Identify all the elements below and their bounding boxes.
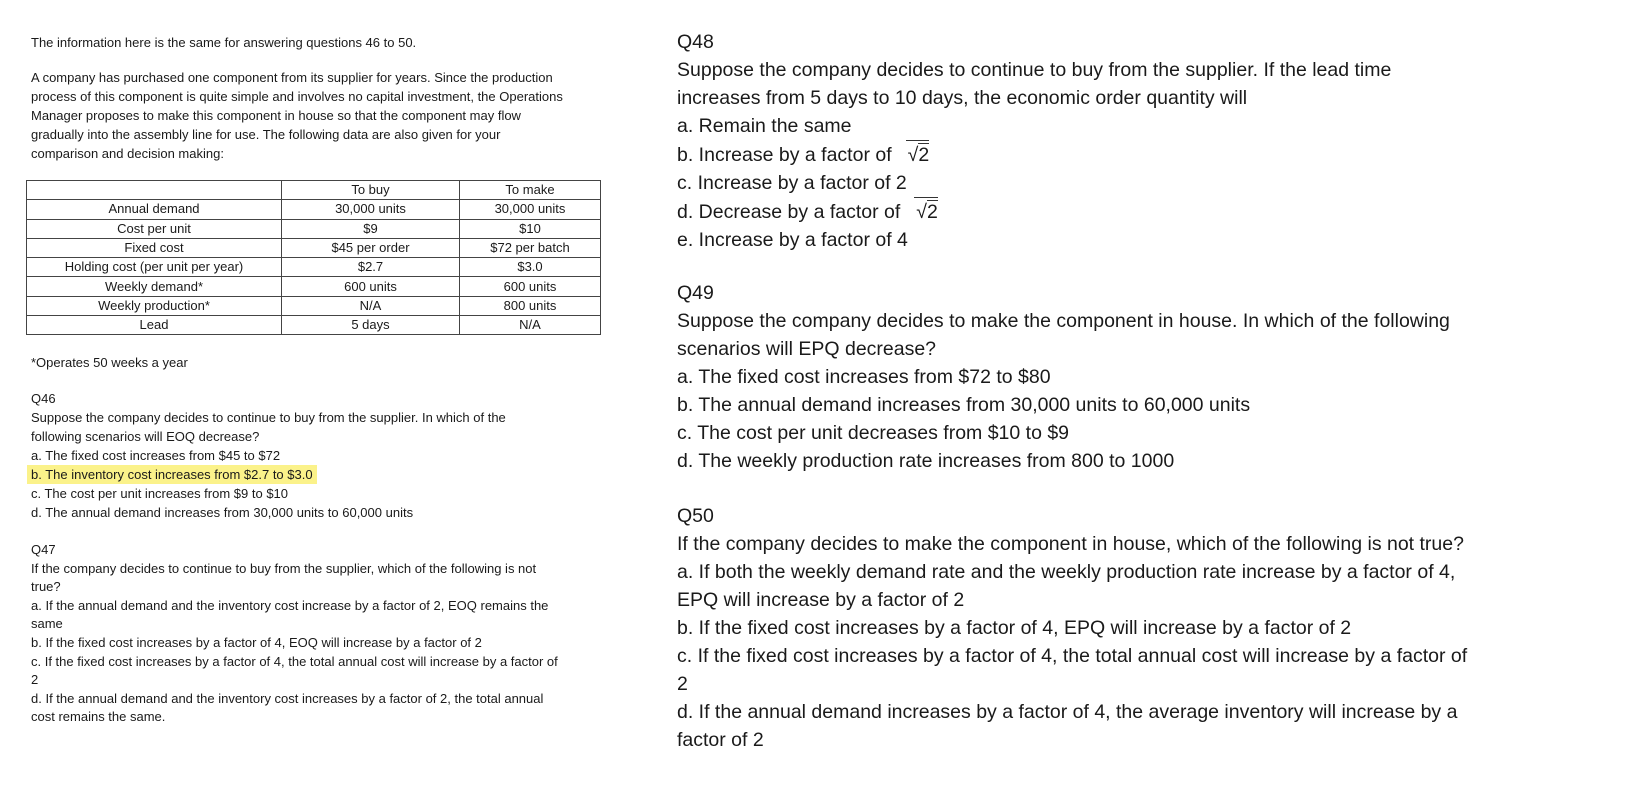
row-label: Fixed cost [27, 238, 282, 257]
paragraph-line: Manager proposes to make this component in house so that the component may flow [31, 108, 521, 123]
option-a: a. If the annual demand and the inventory cost increase by a factor of 2, EOQ remains the [31, 597, 549, 613]
make-cell: 600 units [460, 277, 601, 296]
buy-cell: 600 units [282, 277, 460, 296]
question-46 [31, 389, 611, 522]
header-cell: To make [460, 181, 601, 200]
problem-paragraph [31, 68, 611, 163]
radical: √ [907, 144, 919, 166]
row-label: Holding cost (per unit per year) [27, 258, 282, 277]
option-c: c. The cost per unit increases from $9 to $10 [31, 486, 289, 501]
option-d-cont: factor of 2 [677, 729, 764, 751]
question-line: If the company decides to continue to buy from the supplier, which of the following is not [31, 560, 537, 576]
question-line: Suppose the company decides to make the component in house. In which of the following [677, 310, 1450, 332]
buy-cell: 30,000 units [282, 200, 460, 219]
question-line: Suppose the company decides to continue to buy from the supplier. In which of the [31, 410, 506, 425]
paragraph-line: gradually into the assembly line for use. The following data are also given for your [31, 127, 501, 142]
question-line: scenarios will EPQ decrease? [677, 338, 937, 360]
option-b-highlighted: b. The inventory cost increases from $2.7 to $3.0 [27, 465, 317, 484]
table-row [27, 258, 601, 277]
table-header-row [27, 181, 601, 200]
header-cell: To buy [282, 181, 460, 200]
option-text: b. Increase by a factor of [677, 144, 892, 166]
question-47 [31, 541, 611, 727]
option-b [677, 140, 1627, 169]
question-line: true? [31, 579, 61, 595]
data-table [26, 180, 601, 335]
question-title: Q49 [677, 282, 714, 304]
question-49 [677, 279, 1627, 475]
question-50 [677, 502, 1627, 754]
option-d: d. The annual demand increases from 30,000 units to 60,000 units [31, 505, 414, 520]
paragraph-line: process of this component is quite simple and involves no capital investment, the Operations [31, 89, 563, 104]
question-title: Q50 [677, 505, 714, 527]
question-48 [677, 28, 1627, 254]
sqrt-symbol [906, 140, 930, 169]
option-b: b. If the fixed cost increases by a factor of 4, EOQ will increase by a factor of 2 [31, 634, 482, 650]
row-label: Annual demand [27, 200, 282, 219]
paragraph-line: A company has purchased one component from its supplier for years. Since the production [31, 70, 553, 85]
question-title: Q47 [31, 542, 56, 557]
make-cell: $3.0 [460, 258, 601, 277]
option-c: c. The cost per unit decreases from $10 to $9 [677, 422, 1070, 444]
option-c: c. Increase by a factor of 2 [677, 172, 907, 194]
buy-cell: $9 [282, 219, 460, 238]
paragraph-line: comparison and decision making: [31, 146, 224, 161]
option-a: a. The fixed cost increases from $72 to $80 [677, 366, 1051, 388]
table-row [27, 219, 601, 238]
question-title: Q48 [677, 31, 714, 53]
table-row [27, 238, 601, 257]
option-d-cont: cost remains the same. [31, 709, 166, 725]
row-label: Lead [27, 316, 282, 335]
buy-cell: N/A [282, 296, 460, 315]
sqrt-symbol [914, 197, 938, 226]
question-title: Q46 [31, 391, 56, 406]
option-a: a. Remain the same [677, 115, 852, 137]
option-b: b. If the fixed cost increases by a factor of 4, EPQ will increase by a factor of 2 [677, 617, 1352, 639]
radicand: 2 [918, 144, 930, 166]
radical: √ [916, 201, 927, 223]
option-d [677, 197, 1627, 226]
question-line: Suppose the company decides to continue to buy from the supplier. If the lead time [677, 59, 1392, 81]
make-cell: N/A [460, 316, 601, 335]
option-c: c. If the fixed cost increases by a factor of 4, the total annual cost will increase by a factor of [31, 653, 558, 669]
table-row [27, 316, 601, 335]
make-cell: $10 [460, 219, 601, 238]
buy-cell: 5 days [282, 316, 460, 335]
make-cell: $72 per batch [460, 238, 601, 257]
question-line: increases from 5 days to 10 days, the economic order quantity will [677, 87, 1248, 109]
table-row [27, 200, 601, 219]
option-c: c. If the fixed cost increases by a factor of 4, the total annual cost will increase by a factor of [677, 645, 1468, 667]
option-a: a. If both the weekly demand rate and the weekly production rate increase by a factor of 4, [677, 561, 1456, 583]
question-line: If the company decides to make the component in house, which of the following is not true? [677, 533, 1464, 555]
option-d: d. If the annual demand and the inventory cost increases by a factor of 2, the total annual [31, 690, 544, 706]
option-c-cont: 2 [677, 673, 688, 695]
option-a-cont: same [31, 616, 63, 632]
radicand: 2 [926, 201, 938, 223]
make-cell: 30,000 units [460, 200, 601, 219]
make-cell: 800 units [460, 296, 601, 315]
option-a-cont: EPQ will increase by a factor of 2 [677, 589, 965, 611]
row-label: Cost per unit [27, 219, 282, 238]
footnote: *Operates 50 weeks a year [31, 355, 188, 370]
option-e: e. Increase by a factor of 4 [677, 229, 908, 251]
intro-text: The information here is the same for answering questions 46 to 50. [31, 35, 417, 50]
option-a: a. The fixed cost increases from $45 to $72 [31, 448, 281, 463]
option-b: b. The annual demand increases from 30,000 units to 60,000 units [677, 394, 1251, 416]
header-cell [27, 181, 282, 200]
row-label: Weekly demand* [27, 277, 282, 296]
question-line: following scenarios will EOQ decrease? [31, 429, 260, 444]
option-d: d. The weekly production rate increases from 800 to 1000 [677, 450, 1175, 472]
option-d: d. If the annual demand increases by a factor of 4, the average inventory will increase by a [677, 701, 1458, 723]
buy-cell: $45 per order [282, 238, 460, 257]
table-row [27, 277, 601, 296]
option-text: d. Decrease by a factor of [677, 201, 901, 223]
buy-cell: $2.7 [282, 258, 460, 277]
row-label: Weekly production* [27, 296, 282, 315]
table-row [27, 296, 601, 315]
option-c-cont: 2 [31, 672, 39, 688]
